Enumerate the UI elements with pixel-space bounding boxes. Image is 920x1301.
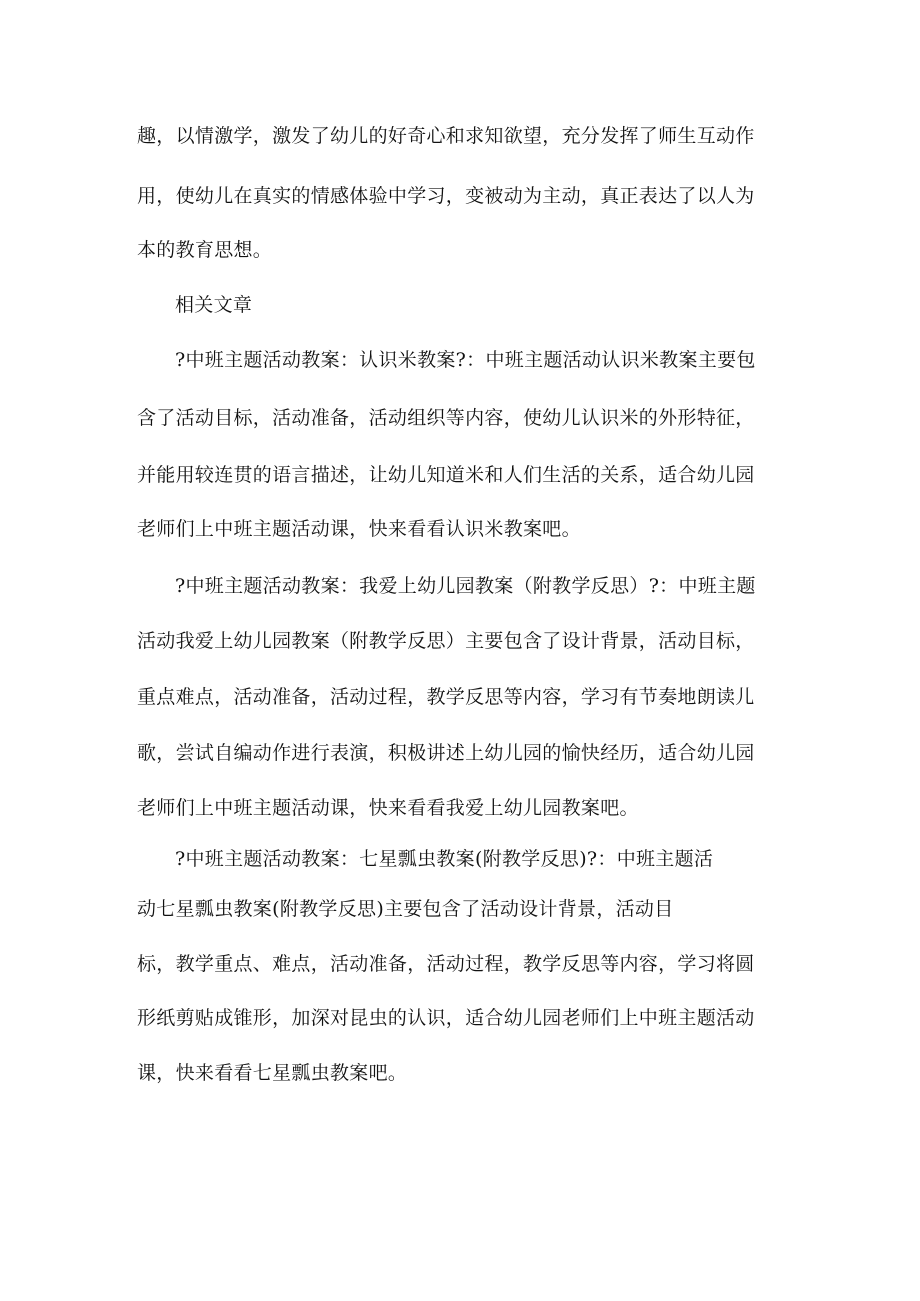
article-text-line: 歌，尝试自编动作进行表演，积极讲述上幼儿园的愉快经历，适合幼儿园 (137, 742, 755, 764)
article-text-line: 重点难点，活动准备，活动过程，教学反思等内容，学习有节奏地朗读儿 (137, 686, 755, 708)
article-text-line: 动七星瓢虫教案(附教学反思)主要包含了活动设计背景，活动目 (137, 898, 674, 920)
article-text-line: 课，快来看看七星瓢虫教案吧。 (137, 1062, 408, 1084)
body-text-line: 趣，以情激学，激发了幼儿的好奇心和求知欲望，充分发挥了师生互动作 (137, 125, 755, 147)
article-text-line: 并能用较连贯的语言描述，让幼儿知道米和人们生活的关系，适合幼儿园 (137, 464, 755, 486)
article-text-line: 活动我爱上幼儿园教案（附教学反思）主要包含了设计背景，活动目标， (137, 630, 755, 652)
article-text-line: 老师们上中班主题活动课，快来看看认识米教案吧。 (137, 518, 581, 540)
related-articles-heading: 相关文章 (175, 294, 253, 316)
article-text-line: ?中班主题活动教案：认识米教案?：中班主题活动认识米教案主要包 (175, 349, 756, 371)
article-text-line: 形纸剪贴成锥形，加深对昆虫的认识，适合幼儿园老师们上中班主题活动 (137, 1007, 755, 1029)
article-text-line: ?中班主题活动教案：我爱上幼儿园教案（附教学反思）?：中班主题 (175, 575, 756, 597)
article-text-line: ?中班主题活动教案：七星瓢虫教案(附教学反思)?：中班主题活 (175, 848, 714, 870)
body-text-line: 用，使幼儿在真实的情感体验中学习，变被动为主动，真正表达了以人为 (137, 185, 755, 207)
article-text-line: 含了活动目标，活动准备，活动组织等内容，使幼儿认识米的外形特征， (137, 407, 755, 429)
article-text-line: 标，教学重点、难点，活动准备，活动过程，教学反思等内容，学习将圆 (137, 953, 755, 975)
body-text-line: 本的教育思想。 (137, 239, 273, 261)
article-text-line: 老师们上中班主题活动课，快来看看我爱上幼儿园教案吧。 (137, 797, 639, 819)
